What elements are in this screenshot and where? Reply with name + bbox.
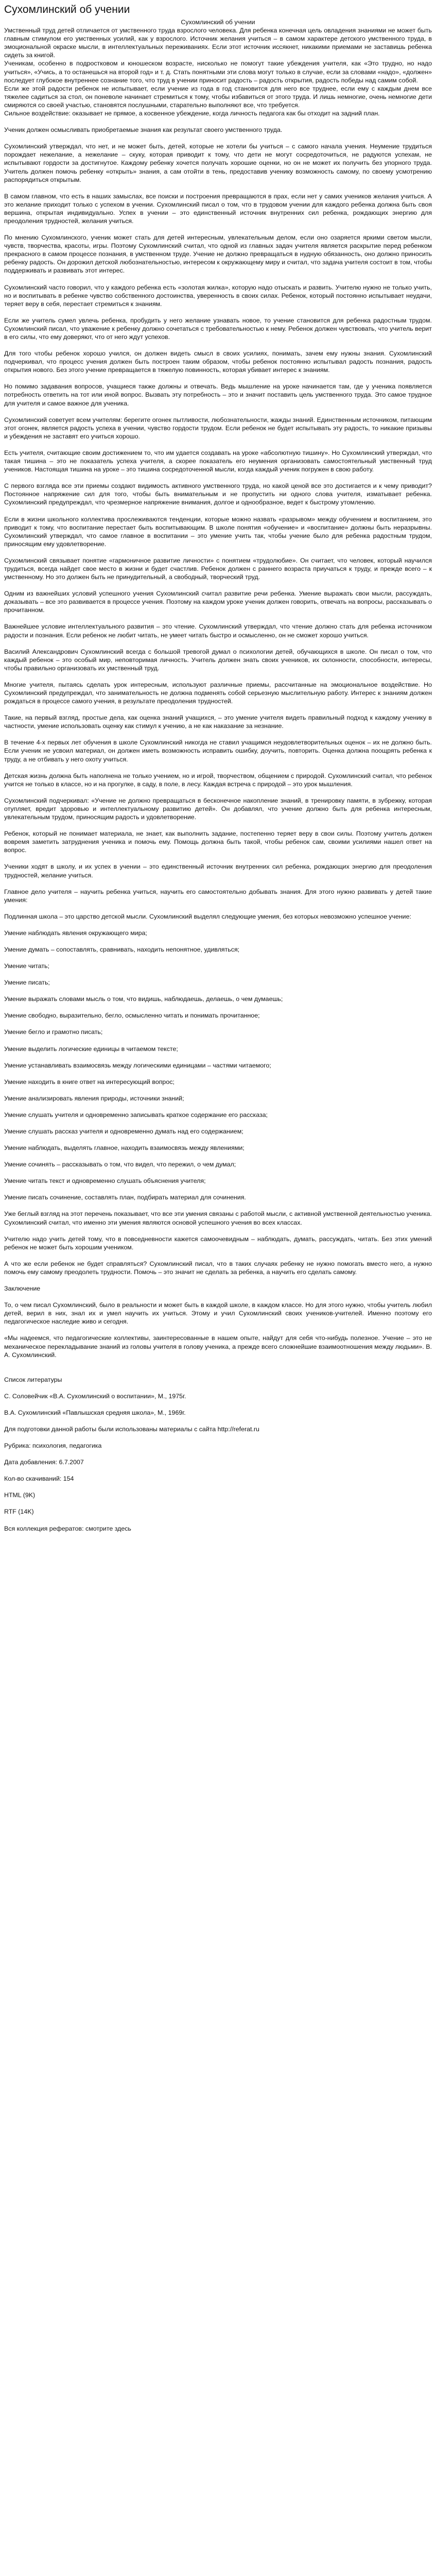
- list-item: Умение слушать учителя и одновременно записывать краткое содержание его рассказа;: [4, 1111, 268, 1118]
- list-item: Умение наблюдать, выделять главное, находить взаимосвязь между явлениями;: [4, 1144, 245, 1152]
- paragraph: Детская жизнь должна быть наполнена не только учением, но и игрой, творчеством, общением с природой. Сухомлинский считал, что ребенок учится не только в классе, но и на прогулке, в саду, в поле, в лесу. Каждая встреча с природой – это урок мышления.: [4, 772, 432, 788]
- paragraph: Есть учителя, считающие своим достижением то, что им удается создавать на уроке «абсолютную тишину». Но Сухомлинский утверждал, что такая тишина – это не показатель успеха учителя, а скорее показатель его неумения организовать самостоятельный умственный труд учеников. Настоящая тишина на уроке – это тишина сосредоточенной мысли, когда каждый ученик погружен в свою работу.: [4, 449, 432, 473]
- subtitle: Сухомлинский об учении: [181, 19, 255, 26]
- paragraph: А что же если ребенок не будет справляться? Сухомлинский писал, что в таких случаях ребенку не нужно помогать вместо него, а нужно помочь ему самому преодолеть трудности. Помочь – это значит не сделать за ребенка, а научить его сделать самому.: [4, 1260, 432, 1276]
- paragraph: Такие, на первый взгляд, простые дела, как оценка знаний учащихся, – это умение учителя видеть правильный подход к каждому ученику в частности, умение использовать оценку как стимул к учению, а не как наказание за незнание.: [4, 714, 432, 730]
- paragraph: Сильное воздействие: оказывает не прямое, а косвенное убеждение, когда личность педагога как бы отходит на задний план.: [4, 110, 380, 117]
- paragraph: Ребенок, который не понимает материала, не знает, как выполнить задание, постепенно теряет веру в свои силы. Поэтому учитель должен вовремя заметить затруднения ученика и помочь ему. Помощь должна быть такой, чтобы ребенок сам, своими усилиями нашел ответ на вопрос.: [4, 830, 432, 854]
- paragraph: То, о чем писал Сухомлинский, было в реальности и может быть в каждой школе, в каждом классе. Но для этого нужно, чтобы учитель любил детей, верил в них, знал их и умел научить их учиться. Этому и учил Сухомлинский своих учеников-учителей. Именно поэтому его педагогическое наследие живо и сегодня.: [4, 1301, 432, 1326]
- paragraph: Сухомлинский подчеркивал: «Учение не должно превращаться в бесконечное накопление знаний, в тренировку памяти, в зубрежку, которая отупляет, вредит здоровью и интеллектуальному развитию детей». Он добавлял, что учение должно быть для ребенка интересным, увлекательным трудом, приносящим радость и удовлетворение.: [4, 796, 432, 821]
- paragraph: Если в жизни школьного коллектива прослеживаются тенденции, которые можно назвать «разрывом» между обучением и воспитанием, это приводит к тому, что воспитание перестает быть воспитывающим. В школе понятия «обучение» и «воспитание» должны быть неразрывны. Сухомлинский утверждал, что самое главное в воспитании – это умение учить так, чтобы учение было для ребенка радостным трудом, приносящим ему удовлетворение.: [4, 515, 432, 548]
- rubric: Рубрика: психология, педагогика: [4, 1442, 102, 1450]
- paragraph: Многие учителя, пытаясь сделать урок интересным, используют различные приемы, рассчитанные на эмоциональное воздействие. Но Сухомлинский предупреждал, что занимательность не должна подменять собой серьезную мыслительную работу. Интерес к знаниям должен рождаться в процессе самого учения, в результате преодоления трудностей.: [4, 681, 432, 705]
- bibliography-item: С. Соловейчик «В.А. Сухомлинский о воспитании», М., 1975г.: [4, 1392, 186, 1400]
- skills-list: [4, 929, 432, 1210]
- list-item: Умение писать сочинение, составлять план, подбирать материал для сочинения.: [4, 1194, 246, 1201]
- paragraph: Сухомлинский советует всем учителям: берегите огонек пытливости, любознательности, жажды знаний. Единственным источником, питающим этот огонек, является радость успеха в учении, чувство гордости трудом. Если ребенок не будет испытывать эту радость, то никакие призывы и убеждения не заставят его учиться хорошо.: [4, 416, 432, 440]
- paragraph: В течение 4-х первых лет обучения в школе Сухомлинский никогда не ставил учащимся неудовлетворительных оценок – их не должно быть. Если ученик не усвоил материал, он должен иметь возможность исправить ошибку, доучить, повторить. Оценка должна поощрять ребенка к труду, а не отбивать у него охоту учиться.: [4, 739, 432, 763]
- list-item: Умение устанавливать взаимосвязь между логическими единицами – частями читаемого;: [4, 1061, 271, 1069]
- skills-section: [4, 912, 432, 1284]
- html-download-link[interactable]: HTML (9K): [4, 1492, 36, 1499]
- source-note: Для подготовки данной работы были использованы материалы с сайта http://referat.ru: [4, 1425, 259, 1433]
- paragraph: Ученик должен осмысливать приобретаемые знания как результат своего умственного труда.: [4, 126, 283, 134]
- paragraph: Главное дело учителя – научить ребенка учиться, научить его самостоятельно добывать знания. Для этого нужно развивать у детей такие умения:: [4, 888, 432, 904]
- paragraph: Подлинная школа – это царство детской мысли. Сухомлинский выделял следующие умения, без которых невозможно успешное учение:: [4, 912, 411, 920]
- list-item: Умение читать;: [4, 962, 49, 970]
- paragraph: Для того чтобы ребенок хорошо учился, он должен видеть смысл в своих усилиях, понимать, зачем ему нужны знания. Сухомлинский подчеркивал, что процесс учения должен быть построен таким образом, чтобы ребенок постоянно испытывал радость познания, радость открытия нового. Без этого учение превращается в тяжелую повинность, которая убивает интерес к знаниям.: [4, 350, 432, 374]
- paragraph: Важнейшее условие интеллектуального развития – это чтение. Сухомлинский утверждал, что чтение должно стать для ребенка источником радости и познания. Если ребенок не любит читать, не умеет читать быстро и осмысленно, он не сможет хорошо учиться.: [4, 623, 432, 639]
- paragraph: Умственный труд детей отличается от умственного труда взрослого человека. Для ребенка конечная цель овладения знаниями не может быть главным стимулом его умственных усилий, как у взрослого. Источник желания учиться – в самом характере детского умственного труда, в эмоциональной окраске мысли, в интеллектуальных переживаниях. Если этот источник иссякнет, никакими приемами не заставишь ребенка сидеть за книгой.: [4, 27, 432, 59]
- download-count: Кол-во скачиваний: 154: [4, 1475, 74, 1483]
- bibliography-heading: Список литературы: [4, 1376, 62, 1383]
- paragraph: В самом главном, что есть в наших замыслах, все поиски и построения превращаются в прах, если нет у самих учеников желания учиться. А это желание приходит только с успехом в учении. Сухомлинский писал о том, что в трудовом учении для каждого ребенка должна быть своя вершина, открытая индивидуально. Успех в учении – это единственный источник внутренних сил ребенка, рождающих энергию для преодоления трудностей, желания учиться.: [4, 192, 432, 225]
- paragraph: Василий Александрович Сухомлинский всегда с большой тревогой думал о психологии детей, обучающихся в школе. Он писал о том, что каждый ребенок – это особый мир, неповторимая личность. Учитель должен знать своих учеников, их склонности, способности, интересы, чтобы правильно организовать их умственный труд.: [4, 648, 432, 672]
- list-item: Умение писать;: [4, 979, 50, 987]
- list-item: Умение наблюдать явления окружающего мира;: [4, 929, 147, 937]
- list-item: Умение думать – сопоставлять, сравнивать, находить непонятное, удивляться;: [4, 945, 240, 953]
- paragraph: Но помимо задавания вопросов, учащиеся также должны и отвечать. Ведь мышление на уроке начинается там, где у ученика появляется потребность ответить на тот или иной вопрос. Вызвать эту потребность – это и значит поставить цель умственного труда. Это самое трудное для учителя и самое важное для ученика.: [4, 383, 432, 407]
- paragraph: Ученикам, особенно в подростковом и юношеском возрасте, нисколько не помогут такие убеждения учителя, как «Это трудно, но надо учиться», «Учись, а то останешься на второй год» и т. д. Стать понятными эти слова могут только в случае, если за словами «надо», «должен» последует глубокое внутреннее сознание того, что труд в учении приносит радость – радость открытия, радость победы над самим собой.: [4, 60, 432, 84]
- paragraph: Ученики ходят в школу, и их успех в учении – это единственный источник внутренних сил ребенка, рождающих энергию для преодоления трудностей, желание учиться.: [4, 863, 432, 879]
- list-item: Умение бегло и грамотно писать;: [4, 1028, 103, 1036]
- intro-section: [4, 26, 432, 142]
- list-item: Умение находить в книге ответ на интересующий вопрос;: [4, 1078, 175, 1086]
- paragraph: Если же учитель сумел увлечь ребенка, пробудить у него желание узнавать новое, то учение становится для ребенка радостным трудом. Сухомлинский писал, что уважение к ребенку должно сочетаться с требовательностью к нему. Ребенок должен чувствовать, что учитель верит в его силы, что ему доверяют, что от него ждут успехов.: [4, 316, 432, 341]
- main-section: [4, 142, 432, 912]
- paragraph: Сухомлинский связывает понятие «гармоничное развитие личности» с понятием «трудолюбие». Он считает, что человек, который научился трудиться, всегда найдет свое место в жизни и будет счастлив. Ребенок должен с раннего возраста приучаться к труду, и прежде всего – к умственному. Но это должен быть не принудительный, а свободный, творческий труд.: [4, 556, 432, 581]
- paragraph: Учителю надо учить детей тому, что в повседневности кажется самоочевидным – наблюдать, думать, рассуждать, читать. Без этих умений ребенок не может быть хорошим учеником.: [4, 1235, 432, 1251]
- list-item: Умение сочинять – рассказывать о том, что видел, что пережил, о чем думал;: [4, 1161, 236, 1168]
- paragraph: С первого взгляда все эти приемы создают видимость активного умственного труда, но какой ценой все это достигается и к чему приводит? Постоянное напряжение сил для того, чтобы быть внимательным и не пропустить ни одного слова учителя, изматывает ребенка. Сухомлинский предупреждал, что чрезмерное напряжение внимания, долгое и однообразное, ведет к быстрому утомлению.: [4, 482, 432, 506]
- paragraph: Одним из важнейших условий успешного учения Сухомлинский считал развитие речи ребенка. Умение выражать свои мысли, рассуждать, доказывать – все это развивается в процессе учения. Поэтому на каждом уроке ученик должен говорить, отвечать на вопросы, рассказывать о прочитанном.: [4, 590, 432, 614]
- list-item: Умение свободно, выразительно, бегло, осмысленно читать и понимать прочитанное;: [4, 1012, 260, 1020]
- page-title: Сухомлинский об учении: [4, 4, 130, 15]
- paragraph: Если же этой радости ребенок не испытывает, если учение из года в год становится для него все труднее, если ему с каждым днем все тяжелее садиться за стол, он поневоле начинает стремиться к тому, чтобы избавиться от этого труда. И лишь немногие, очень немногие дети смиряются со своей участью, становятся послушными, старательно выполняют все, что требуется.: [4, 84, 432, 109]
- list-item: Умение выражать словами мысль о том, что видишь, наблюдаешь, делаешь, о чем думаешь;: [4, 995, 283, 1003]
- collection-link[interactable]: Вся коллекция рефератов: смотрите здесь: [4, 1524, 131, 1532]
- list-item: Умение выделить логические единицы в читаемом тексте;: [4, 1045, 178, 1053]
- paragraph: Сухомлинский утверждал, что нет, и не может быть, детей, которые не хотели бы учиться – с самого начала учения. Неумение трудиться порождает нежелание, а нежелание – скуку, которая приводит к тому, что дети не могут сосредоточиться, не радуются успехам, не испытывают гордости за достигнутое. Каждому ребенку хочется получать хорошие оценки, но он не может их получить без упорного труда. Учитель должен помочь ребенку «открыть» знания, а сам отойти в тень, предоставив ученику возможность самому, по своему усмотрению распорядиться открытым.: [4, 143, 432, 183]
- rtf-download-link[interactable]: RTF (14K): [4, 1508, 34, 1516]
- conclusion-heading: Заключение: [4, 1285, 41, 1293]
- paragraph: Сухомлинский часто говорил, что у каждого ребенка есть «золотая жилка», которую надо отыскать и развить. Учителю нужно не только учить, но и воспитывать в ребенке чувство собственного достоинства, уверенность в своих силах. Ребенок, который постоянно испытывает неудачи, теряет веру в себя, перестает стремиться к знаниям.: [4, 283, 432, 308]
- conclusion-section: [4, 1284, 432, 1376]
- bibliography-item: В.А. Сухомлинский «Павлышская средняя школа», М., 1969г.: [4, 1409, 186, 1416]
- paragraph: «Мы надеемся, что педагогические коллективы, заинтересованные в нашем опыте, найдут для себя что-нибудь полезное. Учение – это не механическое перекладывание знаний из головы учителя в голову ученика, а прежде всего сложнейшие взаимоотношения между людьми». В. А. Сухомлинский.: [4, 1334, 432, 1359]
- list-item: Умение анализировать явления природы, источники знаний;: [4, 1094, 184, 1102]
- paragraph: По мнению Сухомлинского, ученик может стать для детей интересным, увлекательным делом, если оно озаряется яркими светом мысли, чувств, творчества, красоты, игры. Поэтому Сухомлинский считал, что одной из главных задач учителя является раскрытие перед ребенком прекрасного в самом процессе познания, в умственном труде. Учение не должно превращаться в нудную обязанность, оно должно приносить ребенку радость. Он дорожил детской любознательностью, интересом к окружающему миру и считал, что задача учителя состоит в том, чтобы поддерживать и развивать этот интерес.: [4, 234, 432, 275]
- list-item: Умение читать текст и одновременно слушать объяснения учителя;: [4, 1177, 206, 1185]
- list-item: Умение слушать рассказ учителя и одновременно думать над его содержанием;: [4, 1128, 243, 1135]
- date-added: Дата добавления: 6.7.2007: [4, 1459, 84, 1466]
- bibliography-section: [4, 1376, 432, 1533]
- paragraph: Уже беглый взгляд на этот перечень показывает, что все эти умения связаны с работой мысли, с активной умственной деятельностью ученика. Сухомлинский считал, что именно эти умения являются основой успешного учения во всех классах.: [4, 1210, 432, 1226]
